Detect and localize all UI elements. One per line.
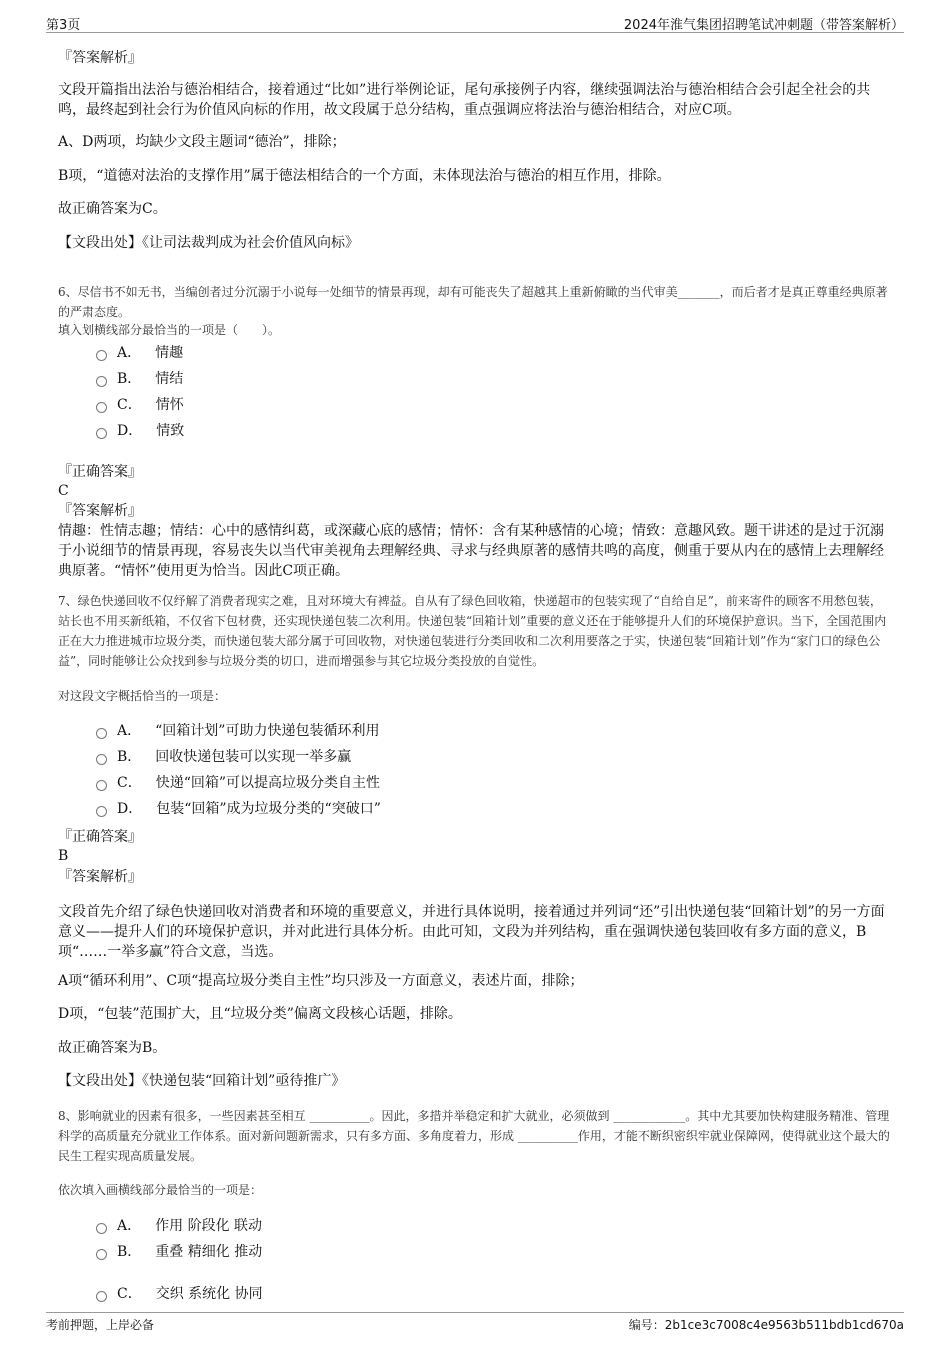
option-key: D． xyxy=(117,801,143,817)
document-title: 2024年淮气集团招聘笔试冲刺题（带答案解析） xyxy=(623,18,904,33)
q6-option-a[interactable] xyxy=(96,343,183,363)
document-id: 编号：2b1ce3c7008c4e9563b511bdb1cd670a xyxy=(628,1318,904,1332)
option-key: B． xyxy=(117,371,142,387)
q7-option-b[interactable] xyxy=(96,747,351,767)
q7-prompt: 对这段文字概括恰当的一项是： xyxy=(58,689,227,703)
q7-analysis-p4: 故正确答案为B。 xyxy=(58,1040,167,1056)
option-key: C． xyxy=(117,1286,142,1302)
option-text: 情怀 xyxy=(155,397,184,413)
q5-analysis-p2: A、D两项，均缺少文段主题词“德治”，排除； xyxy=(58,134,346,150)
q8-option-c[interactable] xyxy=(96,1284,263,1304)
option-key: C． xyxy=(117,397,142,413)
option-key: A． xyxy=(117,345,142,361)
page-header xyxy=(46,12,904,33)
option-text: 情趣 xyxy=(155,345,184,361)
q6-stem: 6、尽信书不如无书，当编创者过分沉溺于小说每一处细节的情景再现，却有可能丧失了超越其上重新俯瞰的当代审美_______，而后者才是真正尊重经典原著的严肃态度。 xyxy=(58,285,888,319)
option-key: B． xyxy=(117,1244,142,1260)
q8-stem: 8、影响就业的因素有很多，一些因素甚至相互 __________。因此，多措并举稳定和扩大就业，必须做到 ____________。其中尤其要加快构建服务精准、管理科学的高质量充分就业工作体系。面对新问题新需求，只有多方面、多角度着力，形成 __________作用，才能不断织密织牢就业保障网，使得就业这个最大的民生工程实现高质量发展。 xyxy=(58,1109,890,1163)
q6-prompt: 填入划横线部分最恰当的一项是（ ）。 xyxy=(58,323,281,337)
option-text: 包装“回箱”成为垃圾分类的“突破口” xyxy=(156,801,381,817)
option-text: 情致 xyxy=(156,423,185,439)
option-text: “回箱计划”可助力快递包装循环利用 xyxy=(155,723,380,739)
option-key: D． xyxy=(117,423,143,439)
option-key: A． xyxy=(117,1218,142,1234)
q7-analysis-p1: 文段首先介绍了绿色快递回收对消费者和环境的重要意义，并进行具体说明，接着通过并列词“还”引出快递包装“回箱计划”的另一方面意义——提升人们的环境保护意识，并对此进行具体分析。由此可知，文段为并列结构，重在强调快递包装回收有多方面的意义，B项“……一举多赢”符合文意，当选。 xyxy=(58,904,885,960)
q8-prompt: 依次填入画横线部分最恰当的一项是： xyxy=(58,1183,263,1197)
q7-answer-label: 『正确答案』 xyxy=(58,829,142,845)
q5-analysis-p1: 文段开篇指出法治与德治相结合，接着通过“比如”进行举例论证，尾句承接例子内容，继续强调法治与德治相结合会引起全社会的共鸣，最终起到社会行为价值风向标的作用，故文段属于总分结构，重点强调应将法治与德治相结合，对应C项。 xyxy=(58,82,871,118)
option-text: 回收快递包装可以实现一举多赢 xyxy=(155,749,352,765)
page-footer xyxy=(46,1312,904,1335)
q7-analysis-label: 『答案解析』 xyxy=(58,869,142,885)
radio-icon[interactable] xyxy=(96,428,107,439)
q7-analysis-p3: D项，“包装”范围扩大，且“垃圾分类”偏离文段核心话题，排除。 xyxy=(58,1006,462,1022)
radio-icon[interactable] xyxy=(96,728,107,739)
radio-icon[interactable] xyxy=(96,350,107,361)
radio-icon[interactable] xyxy=(96,376,107,387)
q7-option-d[interactable] xyxy=(96,799,381,819)
q7-option-c[interactable] xyxy=(96,773,380,793)
radio-icon[interactable] xyxy=(96,1249,107,1260)
q8-option-b[interactable] xyxy=(96,1242,262,1262)
q8-option-a[interactable] xyxy=(96,1216,262,1236)
q6-analysis: 情趣：性情志趣；情结：心中的感情纠葛，或深藏心底的感情；情怀：含有某种感情的心境；情致：意趣风致。题干讲述的是过于沉溺于小说细节的情景再现，容易丧失以当代审美视角去理解经典、寻求与经典原著的感情共鸣的高度，侧重于要从内在的感情上去理解经典原著。“情怀”使用更为恰当。因此C项正确。 xyxy=(58,523,884,579)
q6-option-d[interactable] xyxy=(96,421,184,441)
q7-option-a[interactable] xyxy=(96,721,379,741)
option-text: 情结 xyxy=(155,371,184,387)
q6-analysis-label: 『答案解析』 xyxy=(58,503,142,519)
option-key: C． xyxy=(117,775,142,791)
q5-analysis-label: 『答案解析』 xyxy=(58,50,142,66)
q6-option-c[interactable] xyxy=(96,395,184,415)
q6-answer: C xyxy=(58,483,69,499)
radio-icon[interactable] xyxy=(96,806,107,817)
q5-source: 【文段出处】《让司法裁判成为社会价值风向标》 xyxy=(58,235,359,251)
radio-icon[interactable] xyxy=(96,402,107,413)
q7-analysis-p2: A项“循环利用”、C项“提高垃圾分类自主性”均只涉及一方面意义，表述片面，排除； xyxy=(58,973,584,989)
option-text: 快递“回箱”可以提高垃圾分类自主性 xyxy=(155,775,381,791)
q6-answer-label: 『正确答案』 xyxy=(58,464,142,480)
q7-source: 【文段出处】《快递包装“回箱计划”亟待推广》 xyxy=(58,1073,346,1089)
q5-analysis-p4: 故正确答案为C。 xyxy=(58,201,167,217)
footer-slogan: 考前押题，上岸必备 xyxy=(46,1318,155,1332)
q5-analysis-p3: B项，“道德对法治的支撑作用”属于德法相结合的一个方面，未体现法治与德治的相互作用，排除。 xyxy=(58,168,671,184)
q7-stem: 7、绿色快递回收不仅纾解了消费者现实之难，且对环境大有裨益。自从有了绿色回收箱，快递超市的包装实现了“自给自足”，前来寄件的顾客不用愁包装，站长也不用买新纸箱，不仅省下包材费，还实现快递包装二次利用。快递包装“回箱计划”重要的意义还在于能够提升人们的环境保护意识。当下，全国范围内正在大力推进城市垃圾分类，而快递包装大部分属于可回收物，对快递包装进行分类回收和二次利用要落之于实，快递包装“回箱计划”作为“家门口的绿色公益”，同时能够让公众找到参与垃圾分类的切口，进而增强参与其它垃圾分类投放的自觉性。 xyxy=(58,594,887,668)
q7-answer: B xyxy=(58,848,69,864)
page-number: 第3页 xyxy=(46,18,81,33)
radio-icon[interactable] xyxy=(96,754,107,765)
radio-icon[interactable] xyxy=(96,1223,107,1234)
option-key: A． xyxy=(117,723,142,739)
option-text: 作用 阶段化 联动 xyxy=(155,1218,263,1234)
radio-icon[interactable] xyxy=(96,780,107,791)
radio-icon[interactable] xyxy=(96,1291,107,1302)
q6-option-b[interactable] xyxy=(96,369,183,389)
option-key: B． xyxy=(117,749,142,765)
option-text: 重叠 精细化 推动 xyxy=(155,1244,263,1260)
option-text: 交织 系统化 协同 xyxy=(155,1286,263,1302)
